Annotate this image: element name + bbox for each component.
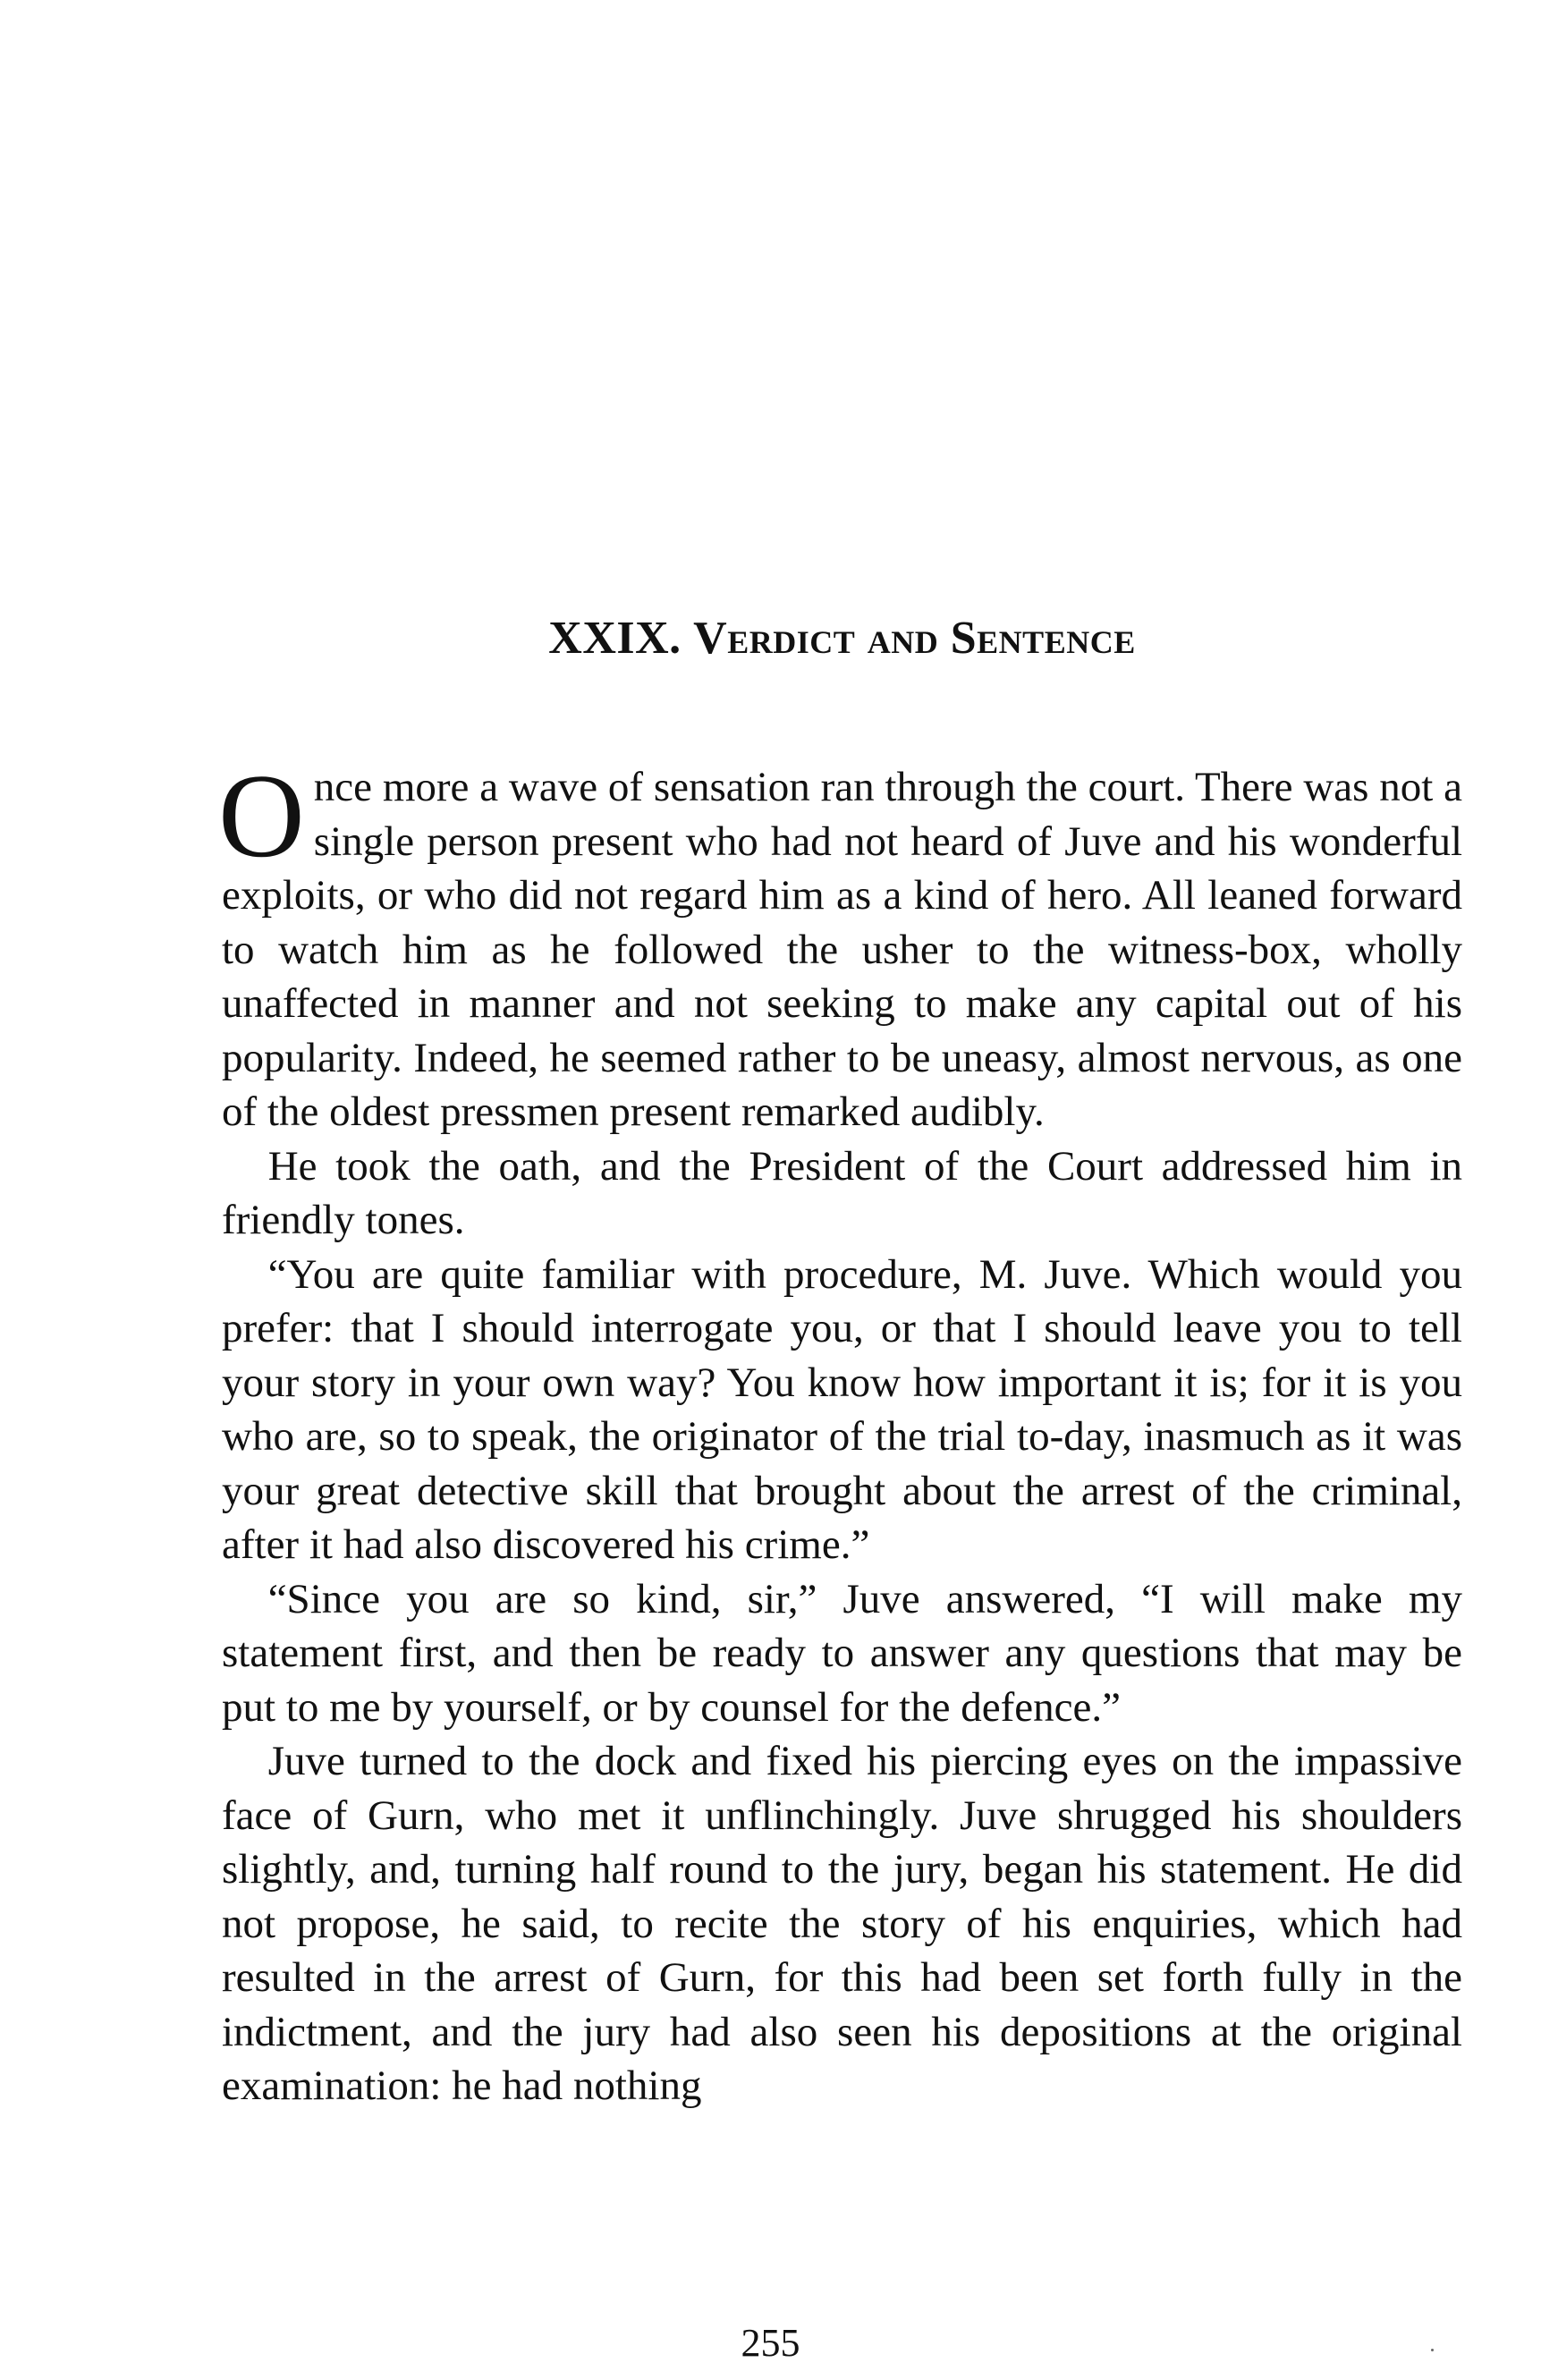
chapter-numeral: XXIX.: [548, 612, 682, 664]
paragraph-5: Juve turned to the dock and fixed his piercing eyes on the impassive face of Gurn, who met it unflinchingly. Juve shrugged his shoulders slightly, and, turning half round to the jury, began his statement. He did not propose, he said, to recite the story of his enquiries, which had resulted in the arrest of Gurn, for this had been set forth fully in the indictment, and the jury had also seen his depositions at the original examination: he had nothing: [222, 1738, 1462, 2109]
paragraph-2: He took the oath, and the President of the Court addressed him in friendly tones.: [222, 1142, 1462, 1243]
paragraph-1: [218, 750, 1462, 1139]
paragraph-3: “You are quite familiar with procedure, M. Juve. Which would you prefer: that I should interrogate you, or that I should leave you to tell your story in your own way? You know how important it is; for it is you who are, so to speak, the originator of the trial to-day, inasmuch as it was your great detective skill that brought about the arrest of the criminal, after it had also discovered his crime.”: [222, 1250, 1462, 1568]
page-number: 255: [741, 2321, 800, 2365]
chapter-title: [222, 611, 1462, 666]
chapter-name: Verdict and Sentence: [693, 612, 1136, 664]
paragraph-1-text: nce more a wave of sensation ran through the court. There was not a single person present who had not heard of Juve and his wonderful exploits, or who did not regard him as a kind of hero. All leaned forward to watch him as he followed the usher to the witness-box, wholly unaffected in manner and not seeking to make any capital out of his popularity. Indeed, he seemed rather to be uneasy, almost nervous, as one of the oldest pressmen present remarked audibly.: [222, 764, 1462, 1135]
drop-cap: O: [218, 750, 305, 882]
body-text: [218, 750, 1462, 2113]
paragraph-4: “Since you are so kind, sir,” Juve answered, “I will make my statement first, and then be ready to answer any questions that may be put to me by yourself, or by counsel for the defence.”: [222, 1575, 1462, 1731]
print-speck: [1431, 2349, 1434, 2351]
